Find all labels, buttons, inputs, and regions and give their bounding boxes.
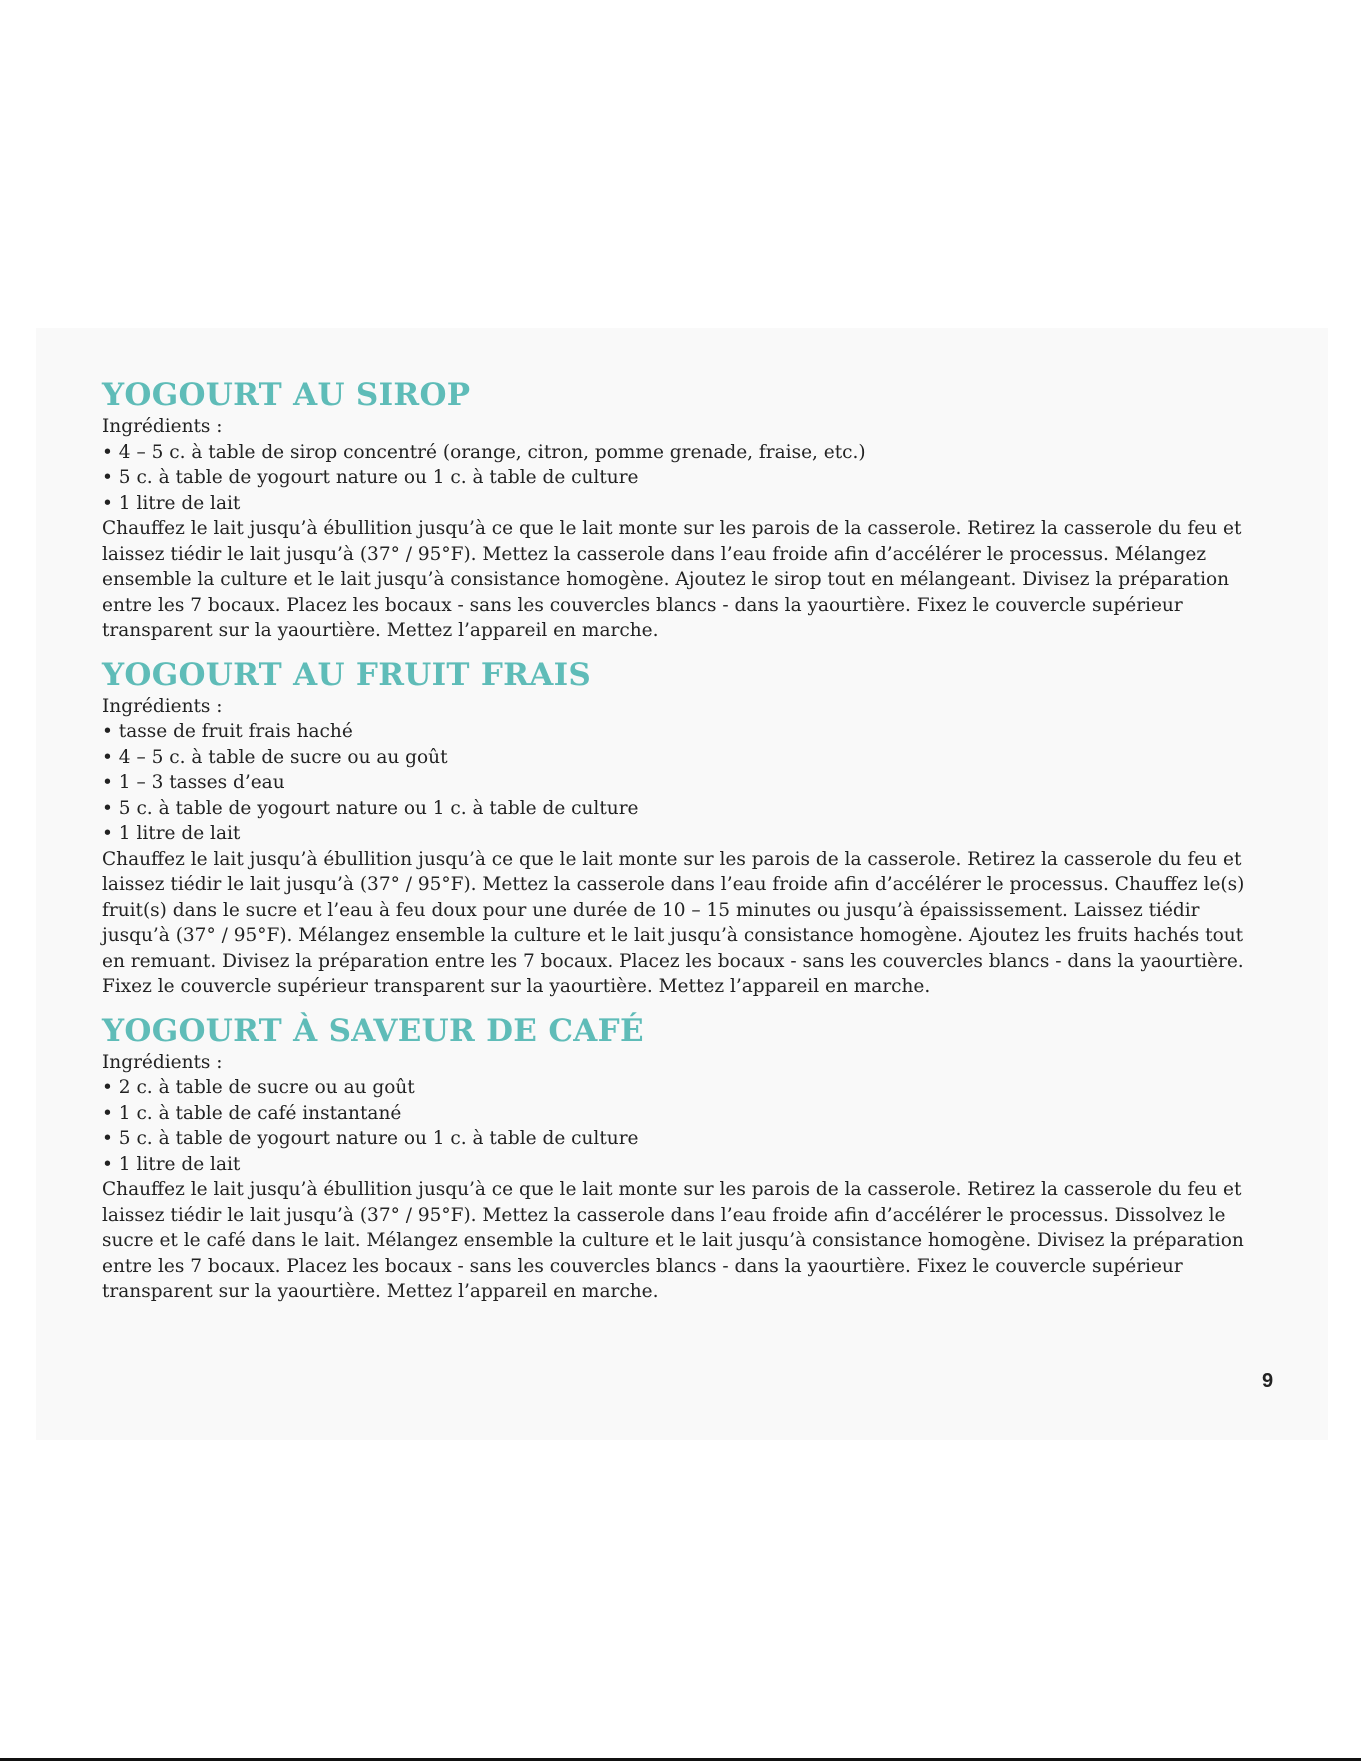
- ingredient-item: • 5 c. à table de yogourt nature ou 1 c. à table de culture: [102, 796, 1262, 822]
- instructions-paragraph: Chauffez le lait jusqu’à ébullition jusqu’à ce que le lait monte sur les parois de la casserole. Retirez la casserole du feu et laissez tiédir le lait jusqu’à (37° / 95°F). Mettez la casserole dans l’eau froide afin d’accélérer le processus. Chauffez le(s) fruit(s) dans le sucre et l’eau à feu doux pour une durée de 10 – 15 minutes ou jusqu’à épaississement. Laissez tiédir jusqu’à (37° / 95°F). Mélangez ensemble la culture et le lait jusqu’à consistance homogène. Ajoutez les fruits hachés tout en remuant. Divisez la préparation entre les 7 bocaux. Placez les bocaux - sans les couvercles blancs - dans la yaourtière. Fixez le couvercle supérieur transparent sur la yaourtière. Mettez l’appareil en marche.: [102, 848, 1245, 997]
- ingredient-item: • 2 c. à table de sucre ou au goût: [102, 1075, 1262, 1101]
- instructions-paragraph: Chauffez le lait jusqu’à ébullition jusqu’à ce que le lait monte sur les parois de la casserole. Retirez la casserole du feu et laissez tiédir le lait jusqu’à (37° / 95°F). Mettez la casserole dans l’eau froide afin d’accélérer le processus. Mélangez ensemble la culture et le lait jusqu’à consistance homogène. Ajoutez le sirop tout en mélangeant. Divisez la préparation entre les 7 bocaux. Placez les bocaux - sans les couvercles blancs - dans la yaourtière. Fixez le couvercle supérieur transparent sur la yaourtière. Mettez l’appareil en marche.: [102, 518, 1242, 641]
- recipe-cafe: [102, 1012, 1262, 1305]
- recipe-content: [102, 376, 1262, 1317]
- ingredient-item: • 1 c. à table de café instantané: [102, 1101, 1262, 1127]
- recipe-title: YOGOURT AU FRUIT FRAIS: [102, 656, 592, 693]
- ingredients-label: Ingrédients :: [102, 695, 223, 717]
- ingredient-item: • 1 litre de lait: [102, 491, 1262, 517]
- recipe-sirop: [102, 376, 1262, 644]
- ingredient-item: • 5 c. à table de yogourt nature ou 1 c. à table de culture: [102, 1126, 1262, 1152]
- ingredient-item: • 1 – 3 tasses d’eau: [102, 770, 1262, 796]
- instructions-paragraph: Chauffez le lait jusqu’à ébullition jusqu’à ce que le lait monte sur les parois de la casserole. Retirez la casserole du feu et laissez tiédir le lait jusqu’à (37° / 95°F). Mettez la casserole dans l’eau froide afin d’accélérer le processus. Dissolvez le sucre et le café dans le lait. Mélangez ensemble la culture et le lait jusqu’à consistance homogène. Divisez la préparation entre les 7 bocaux. Placez les bocaux - sans les couvercles blancs - dans la yaourtière. Fixez le couvercle supérieur transparent sur la yaourtière. Mettez l’appareil en marche.: [102, 1179, 1244, 1302]
- ingredient-item: • 1 litre de lait: [102, 1152, 1262, 1178]
- page-number: 9: [1262, 1370, 1274, 1392]
- ingredients-list: [102, 440, 1262, 517]
- ingredients-list: [102, 1075, 1262, 1177]
- ingredient-item: • 4 – 5 c. à table de sirop concentré (orange, citron, pomme grenade, fraise, etc.): [102, 440, 1262, 466]
- ingredient-item: • 4 – 5 c. à table de sucre ou au goût: [102, 745, 1262, 771]
- recipe-fruit-frais: [102, 656, 1262, 1000]
- ingredients-label: Ingrédients :: [102, 416, 223, 437]
- ingredient-item: • tasse de fruit frais haché: [102, 719, 1262, 745]
- recipe-title: YOGOURT AU SIROP: [102, 377, 471, 413]
- recipe-title: YOGOURT À SAVEUR DE CAFÉ: [102, 1012, 644, 1049]
- ingredient-item: • 5 c. à table de yogourt nature ou 1 c. à table de culture: [102, 465, 1262, 491]
- ingredients-list: [102, 719, 1262, 847]
- ingredient-item: • 1 litre de lait: [102, 821, 1262, 847]
- ingredients-label: Ingrédients :: [102, 1051, 223, 1073]
